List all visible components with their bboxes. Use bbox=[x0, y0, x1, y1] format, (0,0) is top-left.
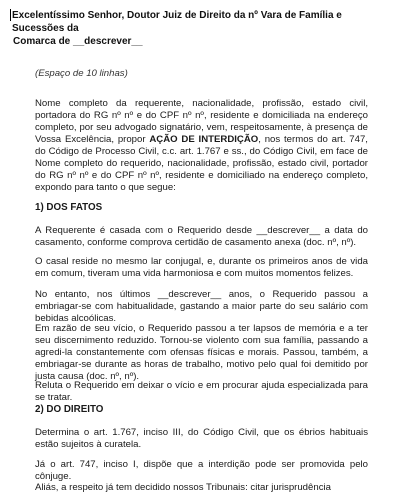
facts-paragraph-5: Reluta o Requerido em deixar o vício e em procurar ajuda especializada para se tratar. bbox=[35, 380, 368, 403]
law-paragraph-2: Já o art. 747, inciso I, dispõe que a interdição pode ser promovida pelo cônjuge. bbox=[35, 459, 368, 482]
facts-paragraph-1: A Requerente é casada com o Requerido desde __descrever__ a data do casamento, conforme comprova certidão de casamento anexa (doc. nº, nº). bbox=[35, 225, 368, 248]
text-cursor bbox=[10, 9, 11, 21]
intro-paragraph bbox=[35, 98, 368, 194]
section-heading-law: 2) DO DIREITO bbox=[35, 404, 104, 415]
facts-paragraph-3: No entanto, nos últimos __descrever__ anos, o Requerido passou a embriagar-se com habitualidade, gastando a maior parte do seu salário com bebidas alcoólicas. bbox=[35, 289, 368, 324]
document-header bbox=[12, 9, 394, 48]
section-heading-facts: 1) DOS FATOS bbox=[35, 202, 103, 213]
facts-paragraph-2: O casal reside no mesmo lar conjugal, e, durante os primeiros anos de vida em comum, tiveram uma vida harmoniosa e com muitos momentos felizes. bbox=[35, 256, 368, 279]
intro-text-2: , nos termos do art. 747, do Código de Processo Civil, c.c. art. 1.767 e ss., do Código Civil, em face de Nome completo do requerido, nacionalidade, profissão, estado civil, portador do RG nº nº e do CPF nº nº, residente e domiciliado na endereço completo, expondo para tanto o que segue: bbox=[35, 134, 368, 193]
facts-paragraph-4: Em razão de seu vício, o Requerido passou a ter lapsos de memória e a ter seu discernimento reduzido. Tornou-se violento com sua família, passando a agredi-la constantemente com ofensas físicas e morais. Passou, também, a embriagar-se durante as horas de trabalho, motivo pelo qual foi demitido por justa causa (doc. nº, nº). bbox=[35, 323, 368, 382]
header-line-1: Excelentíssimo Senhor, Doutor Juiz de Direito da nº Vara de Família e Sucessões da bbox=[12, 10, 342, 34]
law-paragraph-3: Aliás, a respeito já tem decidido nossos Tribunais: citar jurisprudência bbox=[35, 482, 331, 493]
header-line-2: Comarca de __descrever__ bbox=[13, 36, 143, 47]
intro-action-title: AÇÃO DE INTERDIÇÃO bbox=[149, 134, 259, 145]
intro-text-1: Nome completo da requerente, nacionalidade, profissão, estado civil, portadora do RG nº nº e do CPF nº nº, residente e domiciliada na endereço completo, por seu advogado signatário, vem, respeitosamente, à presença de Vossa Excelência, propor bbox=[35, 98, 368, 145]
law-paragraph-1: Determina o art. 1.767, inciso III, do Código Civil, que os ébrios habituais estão sujeitos à curatela. bbox=[35, 427, 368, 450]
space-note: (Espaço de 10 linhas) bbox=[35, 68, 128, 79]
